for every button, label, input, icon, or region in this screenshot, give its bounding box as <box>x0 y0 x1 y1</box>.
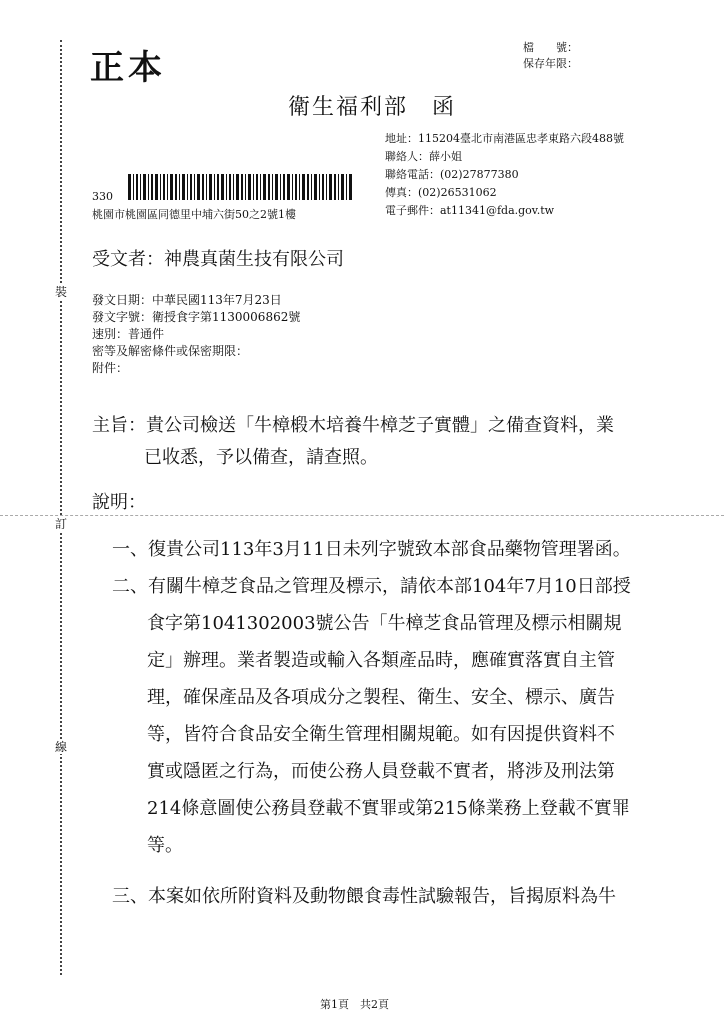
document-meta <box>92 292 300 377</box>
recipient-address: 桃園市桃園區同德里中埔六街50之2號1樓 <box>92 208 296 221</box>
subject-line-2: 已收悉，予以備查，請查照。 <box>144 447 378 468</box>
binding-line <box>60 40 62 975</box>
subject <box>92 410 672 474</box>
contact-address: 地址：115204臺北市南港區忠孝東路六段488號 <box>385 132 624 145</box>
contact-block <box>385 130 624 220</box>
item-2-line: 214條意圖使公務員登載不實罪或第215條業務上登載不實罪 <box>147 798 630 819</box>
contact-phone: 聯絡電話：(02)27877380 <box>385 168 519 181</box>
postal-code: 330 <box>92 190 113 203</box>
contact-fax: 傳真：(02)26531062 <box>385 186 497 199</box>
page-number: 第1頁 共2頁 <box>320 998 389 1011</box>
contact-person: 聯絡人：薛小姐 <box>385 150 462 163</box>
barcode-image <box>128 174 352 200</box>
item-2-line: 二、有關牛樟芝食品之管理及標示，請依本部104年7月10日部授 <box>112 576 631 597</box>
explanation-item-2 <box>112 568 672 864</box>
binding-mark-staple: 訂 <box>50 517 72 531</box>
archive-info <box>523 40 578 72</box>
document-number: 發文字號：衛授食字第1130006862號 <box>92 310 301 324</box>
item-2-line: 理，確保產品及各項成分之製程、衛生、安全、標示、廣告 <box>147 687 615 708</box>
agency-title: 衛生福利部 函 <box>288 95 457 120</box>
delivery-speed: 速別：普通件 <box>92 327 165 341</box>
issue-date: 發文日期：中華民國113年7月23日 <box>92 293 282 307</box>
item-3-line: 三、本案如依所附資料及動物餵食毒性試驗報告，旨揭原料為牛 <box>112 886 616 907</box>
retention-label: 保存年限： <box>523 57 578 70</box>
archive-number-label: 檔 號： <box>523 41 578 54</box>
item-2-line: 等，皆符合食品安全衛生管理相關規範。如有因提供資料不 <box>147 724 615 745</box>
attachment: 附件： <box>92 361 129 375</box>
binding-mark-bind: 裝 <box>50 285 72 299</box>
explanation-heading: 說明： <box>92 492 146 513</box>
item-2-line: 等。 <box>147 835 183 856</box>
contact-email: 電子郵件：at11341@fda.gov.tw <box>385 204 555 217</box>
item-2-line: 定」辦理。業者製造或輸入各類產品時，應確實落實自主管 <box>147 650 615 671</box>
item-2-line: 實或隱匿之行為，而使公務人員登載不實者，將涉及刑法第 <box>147 761 615 782</box>
original-copy-mark: 正本 <box>90 48 166 88</box>
recipient: 受文者：神農真菌生技有限公司 <box>92 249 344 270</box>
item-1-line: 一、復貴公司113年3月11日未列字號致本部食品藥物管理署函。 <box>112 539 631 560</box>
explanation-item-1 <box>112 531 672 568</box>
classification: 密等及解密條件或保密期限： <box>92 344 249 358</box>
explanation-item-3 <box>112 878 672 915</box>
binding-mark-line: 線 <box>50 740 72 754</box>
fold-line <box>0 515 724 516</box>
item-2-line: 食字第1041302003號公告「牛樟芝食品管理及標示相關規 <box>147 613 622 634</box>
subject-line-1: 主旨：貴公司檢送「牛樟椴木培養牛樟芝子實體」之備查資料，業 <box>92 415 614 436</box>
